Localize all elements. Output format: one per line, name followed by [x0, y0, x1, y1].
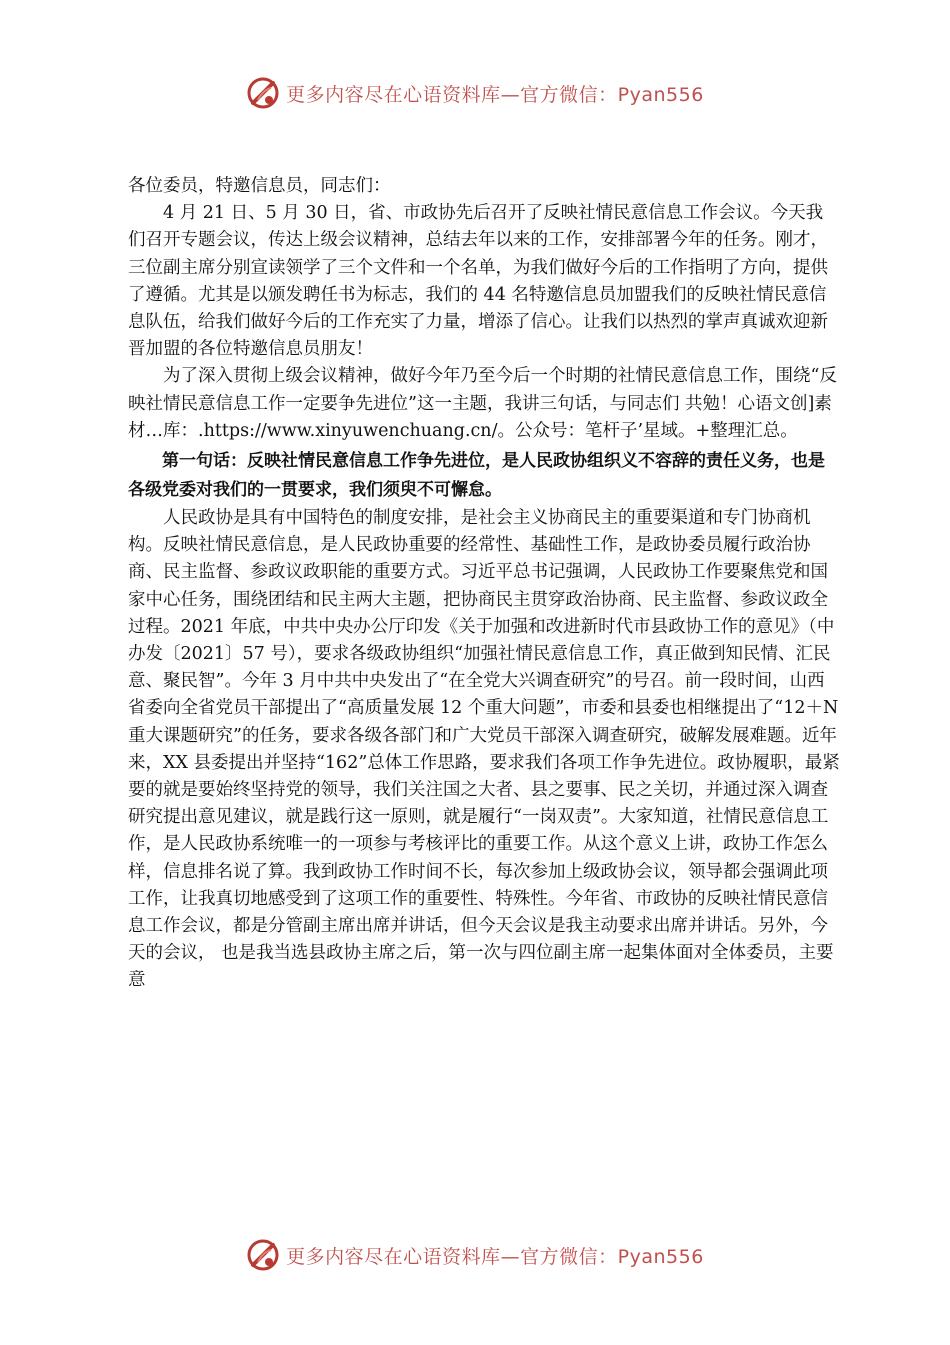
salutation: 各位委员，特邀信息员，同志们： — [128, 176, 391, 196]
header-banner-text: 更多内容尽在心语资料库—官方微信：Pyan556 — [286, 83, 704, 106]
footer-banner — [0, 1235, 950, 1275]
header-banner — [0, 73, 950, 113]
logo-icon — [246, 76, 280, 110]
logo-icon — [246, 1238, 280, 1272]
footer-banner-text: 更多内容尽在心语资料库—官方微信：Pyan556 — [286, 1245, 704, 1268]
paragraph: 为了深入贯彻上级会议精神，做好今年乃至今后一个时期的社情民意信息工作，围绕“反映社情民意信息工作一定要争先进位”这一主题，我讲三句话，与同志们 共勉！心语文创]素材…库：.https://www.xinyuwenchuang.cn/。公众号：笔杆子’星域。+整理汇总。 — [128, 366, 837, 441]
section-heading: 第一句话：反映社情民意信息工作争先进位，是人民政协组织义不容辞的责任义务，也是各级党委对我们的一贯要求，我们须臾不可懈怠。 — [128, 451, 825, 501]
paragraph: 人民政协是具有中国特色的制度安排，是社会主义协商民主的重要渠道和专门协商机构。反映社情民意信息，是人民政协重要的经常性、基础性工作，是政协委员履行政治协商、民主监督、参政议政职能的重要方式。习近平总书记强调，人民政协工作要聚焦党和国家中心任务，围绕团结和民主两大主题，把协商民主贯穿政治协商、民主监督、参政议政全过程。2021 年底，中共中央办公厅印发《关于加强和改进新时代市县政协工作的意见》（中办发〔2021〕57 号），要求各级政协组织“加强社情民意信息工作，真正做到知民情、汇民意、聚民智”。今年 3 月中共中央发出了“在全党大兴调查研究”的号召。前一段时间，山西省委向全省党员干部提出了“高质量发展 12 个重大问题”，市委和县委也相继提出了“12＋N 重大课题研究”的任务，要求各级各部门和广大党员干部深入调查研究，破解发展难题。近年来，XX 县委提出并坚持“162”总体工作思路，要求我们各项工作争先进位。政协履职，最紧要的就是要始终坚持党的领导，我们关注国之大者、县之要事、民之关切，并通过深入调查研究提出意见建议，就是践行这一原则，就是履行“一岗双责”。大家知道，社情民意信息工作，是人民政协系统唯一的一项参与考核评比的重要工作。从这个意义上讲，政协工作怎么样，信息排名说了算。我到政协工作时间不长，每次参加上级政协会议，领导都会强调此项工作，让我真切地感受到了这项工作的重要性、特殊性。今年省、市政协的反映社情民意信息工作会议，都是分管副主席出席并讲话，但今天会议是我主动要求出席并讲话。另外，今天的会议， 也是我当选县政协主席之后，第一次与四位副主席一起集体面对全体委员，主要意 — [128, 508, 840, 991]
paragraph: 4 月 21 日、5 月 30 日，省、市政协先后召开了反映社情民意信息工作会议。今天我们召开专题会议，传达上级会议精神，总结去年以来的工作，安排部署今年的任务。刚才，三位副主席分别宣读领学了三个文件和一个名单，为我们做好今后的工作指明了方向，提供了遵循。尤其是以颁发聘任书为标志，我们的 44 名特邀信息员加盟我们的反映社情民意信息队伍，给我们做好今后的工作充实了力量，增添了信心。让我们以热烈的掌声真诚欢迎新晋加盟的各位特邀信息员朋友！ — [128, 203, 828, 360]
document-body — [128, 173, 840, 995]
